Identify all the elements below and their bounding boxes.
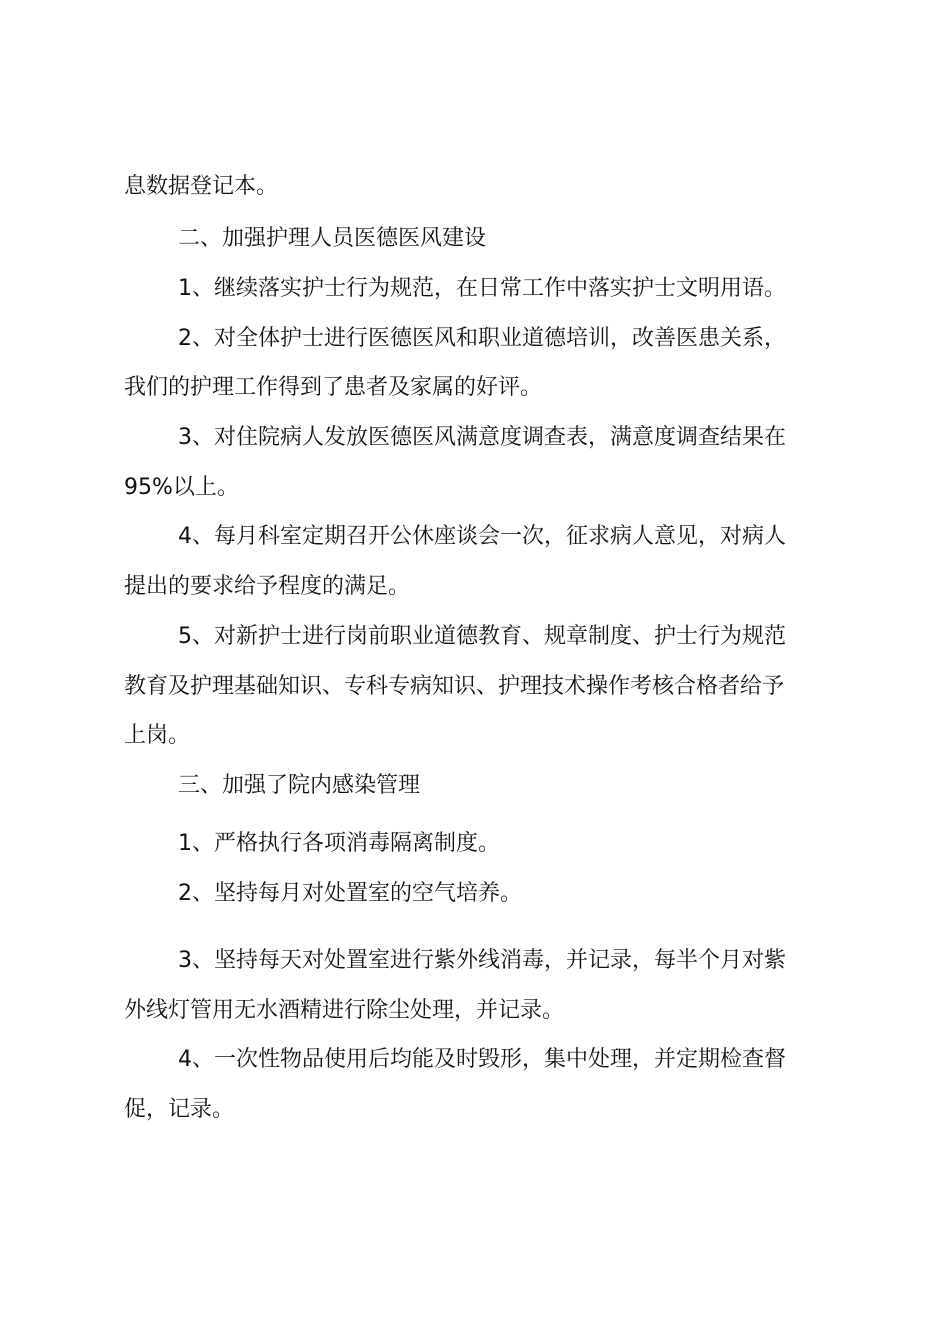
item-2-3: 3、对住院病人发放医德医风满意度调查表，满意度调查结果在 — [178, 425, 786, 450]
item-2-2: 2、对全体护士进行医德医风和职业道德培训，改善医患关系， — [178, 326, 786, 351]
item-2-4-continued: 提出的要求给予程度的满足。 — [124, 574, 411, 599]
item-2-1: 1、继续落实护士行为规范，在日常工作中落实护士文明用语。 — [178, 276, 786, 301]
continuation-line: 息数据登记本。 — [124, 174, 279, 199]
item-3-4-continued: 促，记录。 — [124, 1097, 235, 1122]
section-heading-3: 三、加强了院内感染管理 — [178, 773, 421, 798]
item-3-4: 4、一次性物品使用后均能及时毁形，集中处理，并定期检查督 — [178, 1047, 786, 1072]
item-2-5-continued: 上岗。 — [124, 723, 191, 748]
section-heading-2: 二、加强护理人员医德医风建设 — [178, 226, 487, 251]
item-2-5: 5、对新护士进行岗前职业道德教育、规章制度、护士行为规范 — [178, 624, 786, 649]
item-3-2: 2、坚持每月对处置室的空气培养。 — [178, 881, 522, 906]
item-2-3-continued: 95%以上。 — [124, 475, 239, 500]
item-3-3-continued: 外线灯管用无水酒精进行除尘处理，并记录。 — [124, 998, 565, 1023]
item-3-1: 1、严格执行各项消毒隔离制度。 — [178, 831, 500, 856]
item-3-3: 3、坚持每天对处置室进行紫外线消毒，并记录，每半个月对紫 — [178, 948, 786, 973]
item-2-2-continued: 我们的护理工作得到了患者及家属的好评。 — [124, 375, 543, 400]
item-2-5-continued: 教育及护理基础知识、专科专病知识、护理技术操作考核合格者给予 — [124, 674, 785, 699]
item-2-4: 4、每月科室定期召开公休座谈会一次，征求病人意见，对病人 — [178, 524, 786, 549]
